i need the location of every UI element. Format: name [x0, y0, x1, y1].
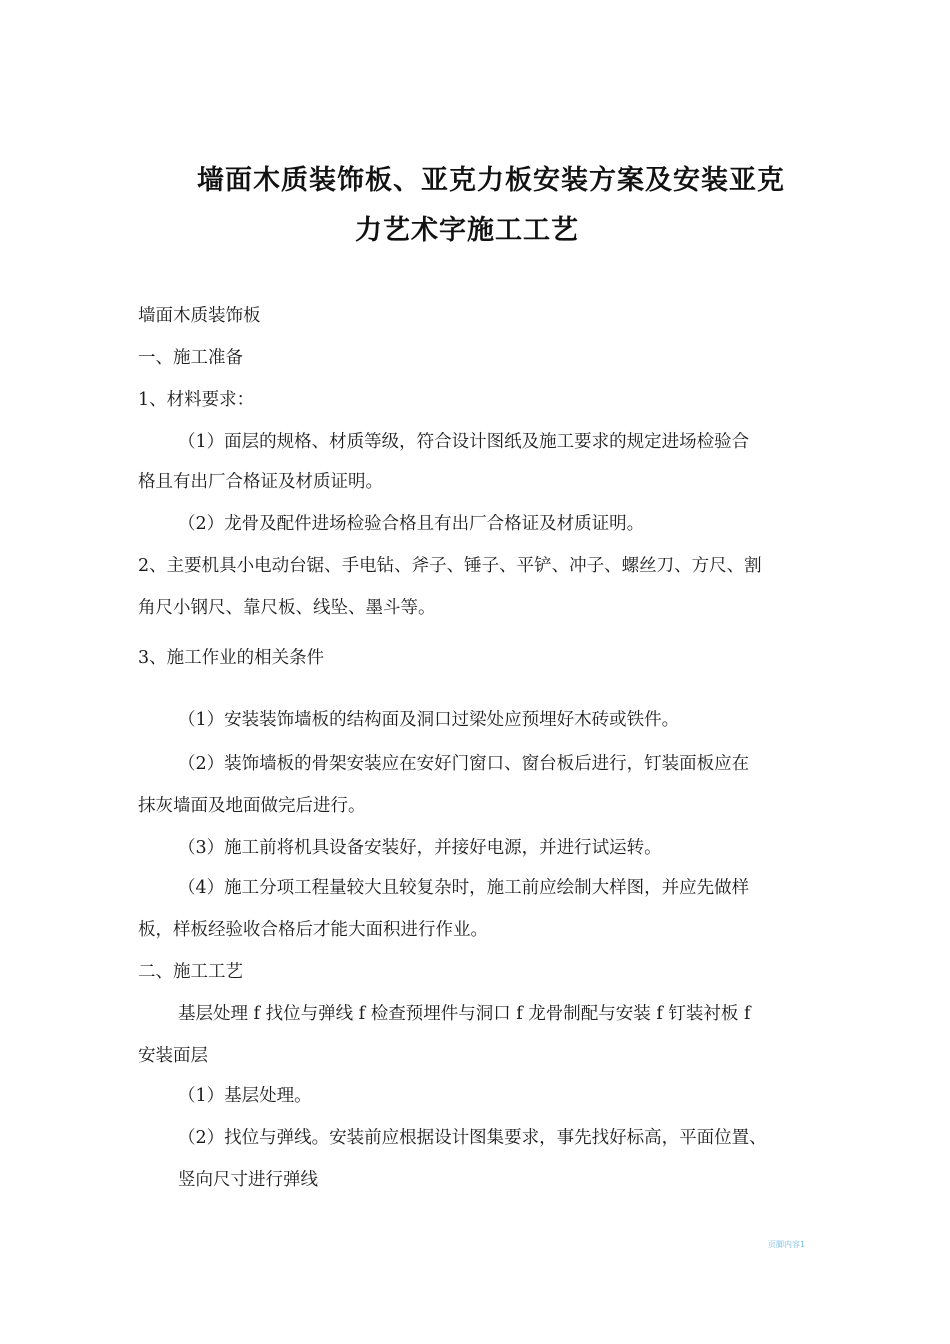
paragraph-line: （2）装饰墙板的骨架安装应在安好门窗口、窗台板后进行，钉装面板应在	[178, 754, 750, 774]
chapter-heading: 二、施工工艺	[138, 962, 243, 982]
section-heading: 墙面木质装饰板	[138, 306, 261, 326]
chapter-heading: 一、施工准备	[138, 348, 243, 368]
sub-heading: 3、施工作业的相关条件	[138, 648, 325, 668]
page-footer-mark: 页脚内容1	[768, 1240, 806, 1249]
paragraph-line: （1）面层的规格、材质等级，符合设计图纸及施工要求的规定进场检验合	[178, 432, 750, 452]
paragraph-line: 格且有出厂合格证及材质证明。	[138, 472, 383, 492]
sub-heading: 1、材料要求：	[138, 390, 255, 410]
document-title-line-2: 力艺术字施工工艺	[355, 215, 579, 246]
paragraph-line: （2）找位与弹线。安装前应根据设计图集要求，事先找好标高，平面位置、	[178, 1128, 767, 1148]
document-title-line-1: 墙面木质装饰板、亚克力板安装方案及安装亚克	[197, 165, 785, 196]
paragraph-line: （3）施工前将机具设备安装好，并接好电源，并进行试运转。	[178, 838, 662, 858]
paragraph-line: 抹灰墙面及地面做完后进行。	[138, 796, 366, 816]
paragraph-line: 竖向尺寸进行弹线	[178, 1170, 318, 1190]
paragraph-line: （1）基层处理。	[178, 1086, 312, 1106]
paragraph-line: 2、主要机具小电动台锯、手电钻、斧子、锤子、平铲、冲子、螺丝刀、方尺、割	[138, 556, 762, 576]
paragraph-line: 板，样板经验收合格后才能大面积进行作业。	[138, 920, 488, 940]
paragraph-line: 角尺小钢尺、靠尺板、线坠、墨斗等。	[138, 598, 436, 618]
paragraph-line: （4）施工分项工程量较大且较复杂时，施工前应绘制大样图，并应先做样	[178, 878, 750, 898]
paragraph-line: （2）龙骨及配件进场检验合格且有出厂合格证及材质证明。	[178, 514, 645, 534]
paragraph-line: （1）安装装饰墙板的结构面及洞口过梁处应预埋好木砖或铁件。	[178, 710, 680, 730]
paragraph-line: 安装面层	[138, 1046, 208, 1066]
paragraph-line: 基层处理 f 找位与弹线 f 检查预埋件与洞口 f 龙骨制配与安装 f 钉装衬板 f	[178, 1004, 751, 1024]
